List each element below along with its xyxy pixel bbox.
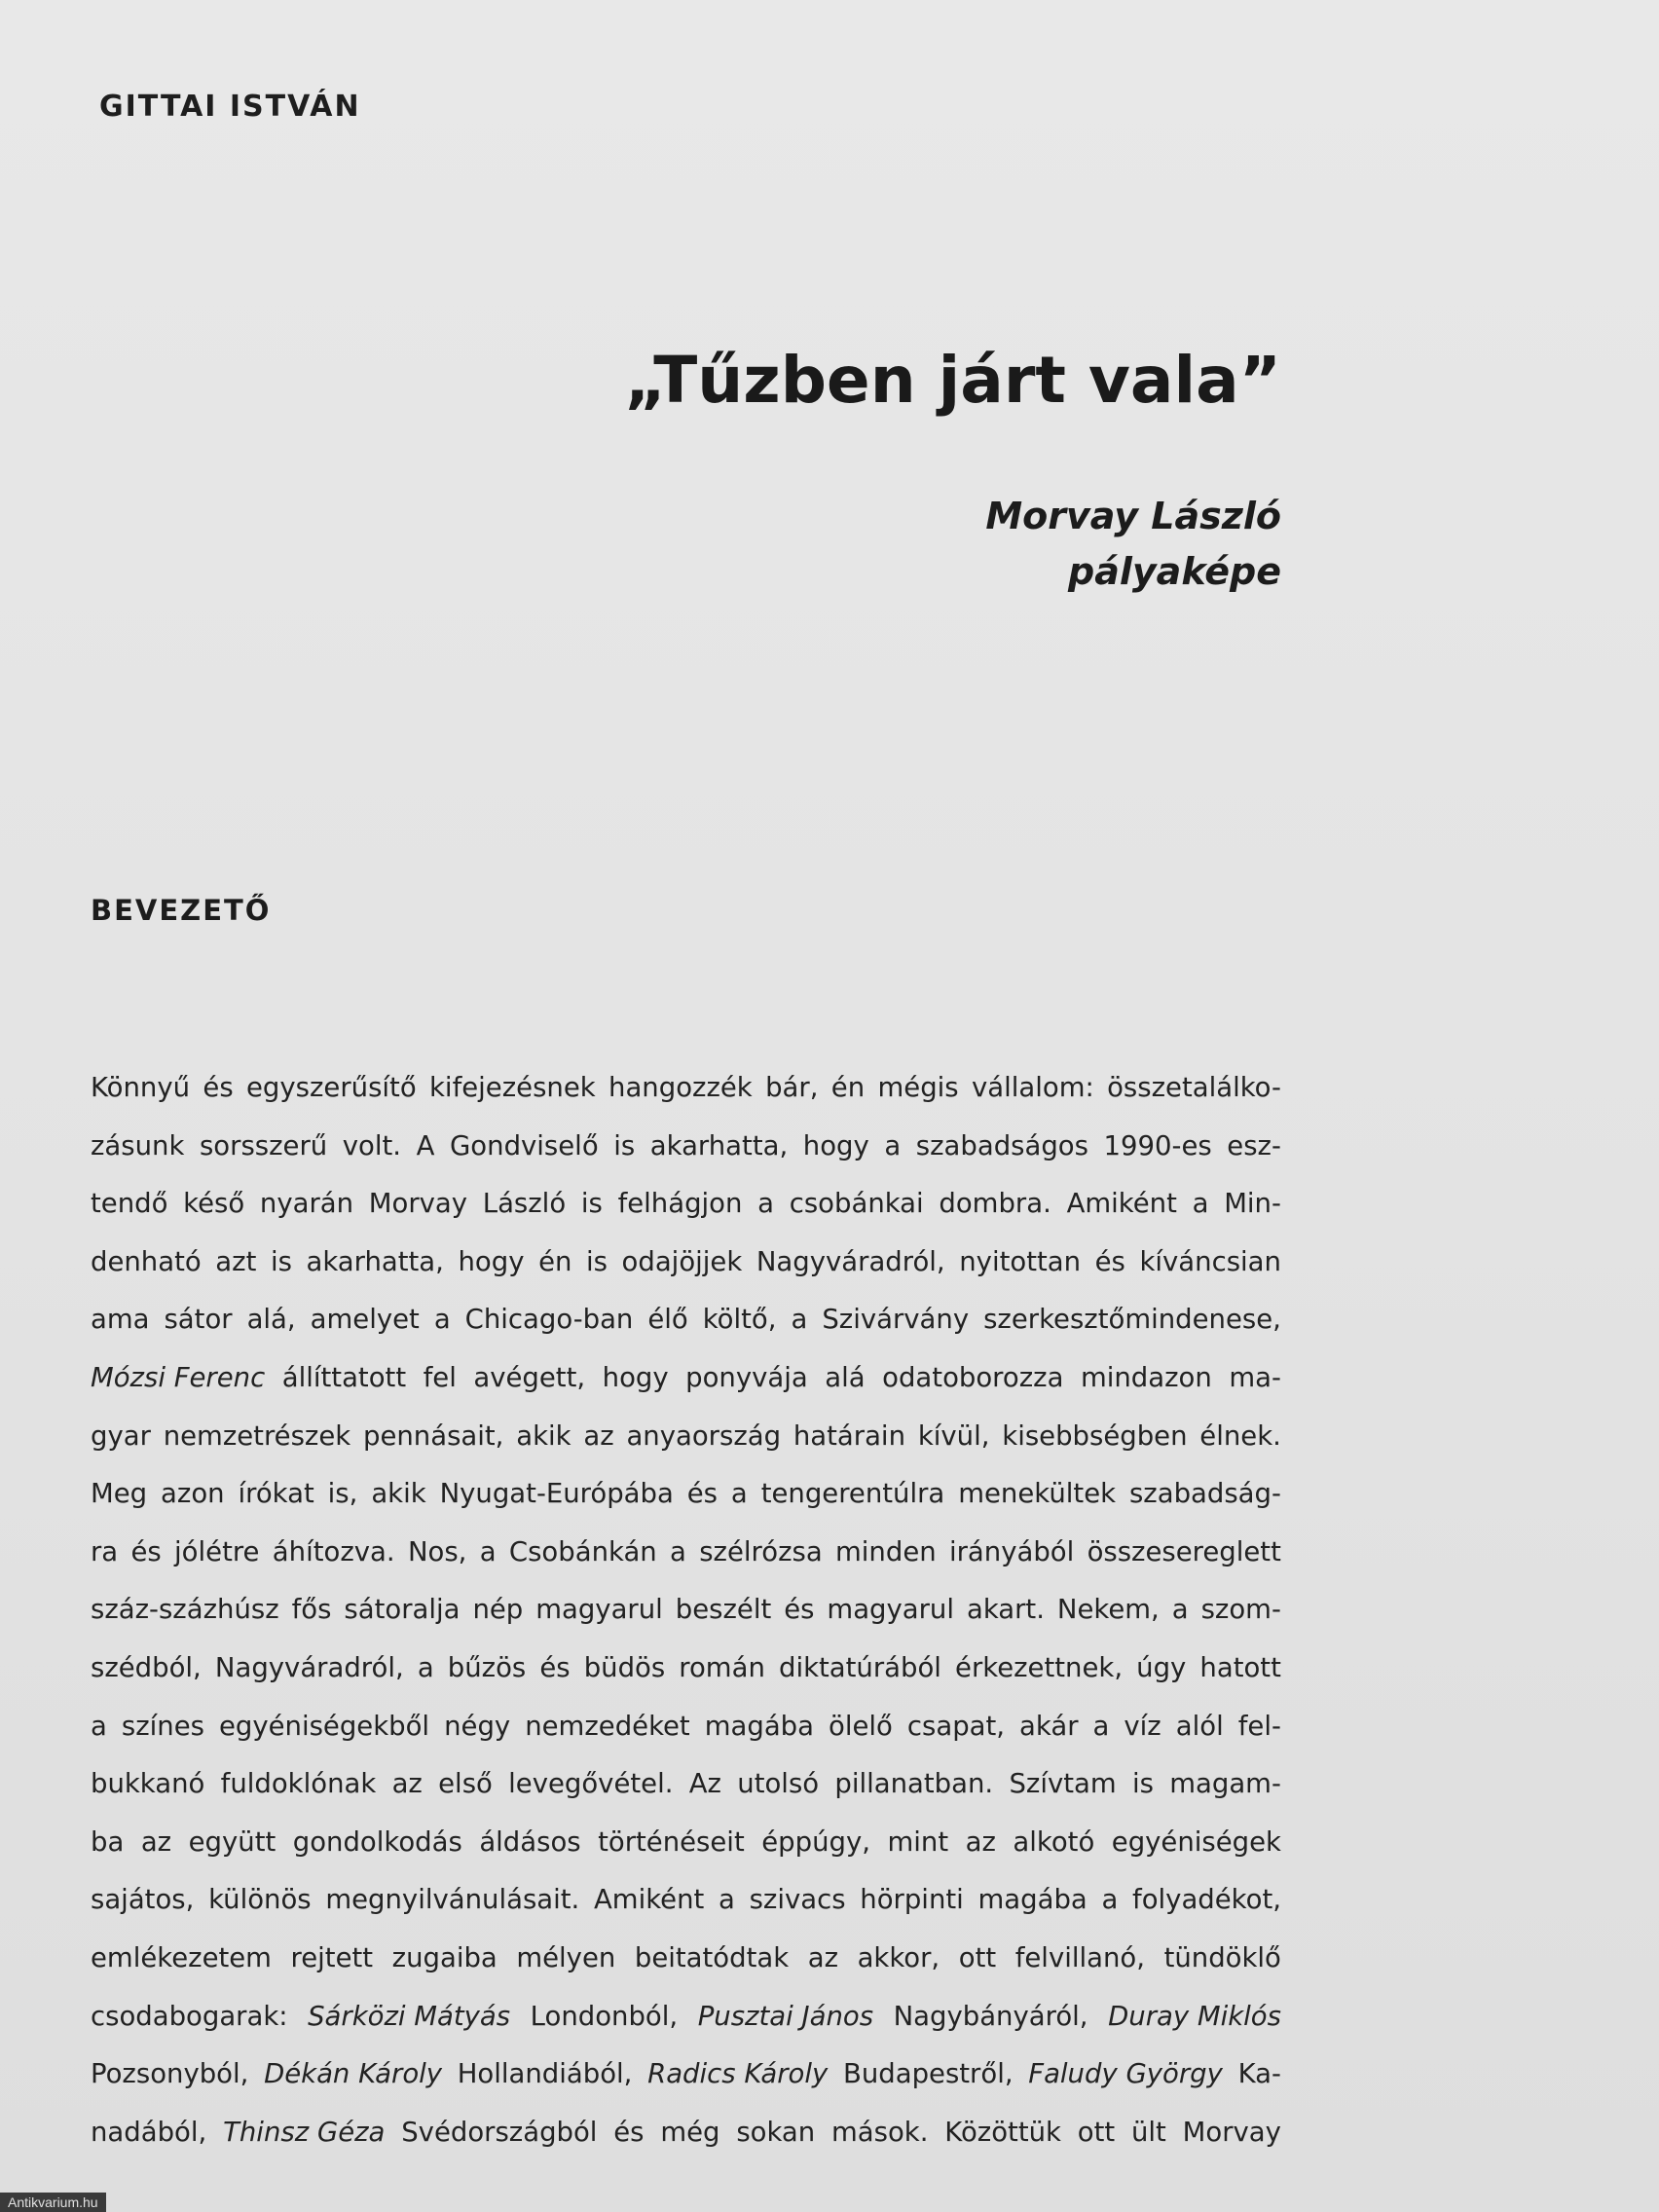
body-word: írókat bbox=[238, 1478, 314, 1510]
subtitle-line-1: Morvay László bbox=[985, 495, 1281, 537]
body-word: Az bbox=[688, 1768, 721, 1800]
body-line bbox=[91, 1640, 1281, 1698]
body-word: is bbox=[270, 1245, 292, 1277]
body-word: Szivárvány bbox=[822, 1304, 970, 1336]
body-line bbox=[91, 2104, 1281, 2162]
body-word: Nyugat-Európába bbox=[439, 1478, 674, 1510]
body-word: magába bbox=[977, 1884, 1088, 1916]
body-word: és bbox=[130, 1535, 162, 1567]
body-word: és bbox=[784, 1594, 815, 1626]
body-word: Budapestről, bbox=[842, 2058, 1014, 2090]
body-word: is bbox=[613, 1129, 636, 1161]
body-word: első bbox=[438, 1768, 493, 1800]
body-word: Chicago-ban bbox=[464, 1304, 634, 1336]
body-word: is bbox=[580, 1188, 603, 1220]
body-word: egyszerűsítő bbox=[246, 1072, 417, 1103]
body-word: ült bbox=[1130, 2116, 1166, 2148]
body-word: hörpinti bbox=[860, 1884, 964, 1916]
body-word: Gondviselő bbox=[450, 1129, 599, 1161]
body-word: szerkesztőmindenese, bbox=[983, 1304, 1281, 1336]
body-word: ott bbox=[1077, 2116, 1116, 2148]
body-word: a bbox=[1092, 1710, 1110, 1742]
body-word: összesereglett bbox=[1087, 1535, 1281, 1567]
body-word: Közöttük bbox=[944, 2116, 1061, 2148]
body-word: történéseit bbox=[598, 1825, 745, 1858]
body-word: Meg bbox=[91, 1478, 148, 1510]
body-word: és bbox=[613, 2116, 645, 2148]
body-line bbox=[91, 1059, 1281, 1118]
body-word: a bbox=[1192, 1188, 1209, 1220]
body-word: akart. bbox=[966, 1594, 1045, 1626]
body-word: Pozsonyból, bbox=[91, 2058, 249, 2090]
body-word: tendő bbox=[91, 1188, 168, 1220]
body-word: nemzetrészek bbox=[163, 1419, 351, 1452]
body-word: tündöklő bbox=[1163, 1941, 1281, 1973]
body-word: csodabogarak: bbox=[91, 2000, 288, 2032]
body-word: felhágjon bbox=[617, 1188, 743, 1220]
body-word: határain bbox=[793, 1419, 906, 1452]
body-word: az bbox=[965, 1825, 996, 1858]
body-word: sajátos, bbox=[91, 1884, 195, 1916]
body-word: gyar bbox=[91, 1419, 151, 1452]
body-word: magyarul bbox=[535, 1594, 663, 1626]
body-word: és bbox=[1094, 1245, 1125, 1277]
body-word: kívül, bbox=[917, 1419, 990, 1452]
body-word: Ka- bbox=[1237, 2058, 1281, 2090]
body-word: és bbox=[203, 1072, 234, 1103]
italic-name: Thinsz Géza bbox=[223, 2116, 386, 2148]
body-word: Nekem, bbox=[1056, 1594, 1160, 1626]
body-word: diktatúrából bbox=[778, 1651, 941, 1683]
body-word: akkor, bbox=[857, 1941, 940, 1973]
italic-name: Mózsi Ferenc bbox=[91, 1361, 266, 1393]
body-line bbox=[91, 1408, 1281, 1466]
body-line bbox=[91, 1291, 1281, 1349]
body-word: állíttatott bbox=[281, 1361, 407, 1393]
body-word: akik bbox=[516, 1419, 571, 1452]
body-word: hogy bbox=[602, 1361, 669, 1393]
body-line bbox=[91, 1755, 1281, 1814]
body-word: szédból, bbox=[91, 1651, 202, 1683]
italic-name: Duray Miklós bbox=[1108, 2000, 1281, 2032]
body-word: az bbox=[583, 1419, 614, 1452]
section-heading: BEVEZETŐ bbox=[91, 894, 272, 927]
body-word: szivacs bbox=[749, 1884, 846, 1916]
body-word: élnek. bbox=[1199, 1419, 1281, 1452]
body-word: a bbox=[757, 1188, 775, 1220]
body-word: a bbox=[670, 1535, 686, 1567]
body-word: ma- bbox=[1229, 1361, 1281, 1393]
body-word: anyaország bbox=[626, 1419, 782, 1452]
body-word: magam- bbox=[1169, 1768, 1281, 1800]
body-word: fuldoklónak bbox=[220, 1768, 377, 1800]
body-word: négy bbox=[444, 1710, 511, 1742]
author-name: GITTAI ISTVÁN bbox=[99, 90, 361, 124]
body-word: bár, bbox=[765, 1072, 819, 1103]
body-word: akarhatta, bbox=[306, 1245, 444, 1277]
body-word: menekültek bbox=[958, 1478, 1117, 1510]
body-word: Hollandiából, bbox=[457, 2058, 633, 2090]
body-word: és bbox=[539, 1651, 571, 1683]
body-word: Svédországból bbox=[401, 2116, 598, 2148]
body-word: Nos, bbox=[407, 1535, 467, 1567]
body-word: amelyet bbox=[310, 1304, 420, 1336]
body-word: mint bbox=[887, 1825, 949, 1858]
body-word: azon bbox=[161, 1478, 225, 1510]
body-word: akár bbox=[1019, 1710, 1079, 1742]
body-word: gondolkodás bbox=[292, 1825, 462, 1858]
body-word: én bbox=[538, 1245, 572, 1277]
body-word: kifejezésnek bbox=[429, 1072, 596, 1103]
italic-name: Sárközi Mátyás bbox=[308, 2000, 511, 2032]
body-word: emlékezetem bbox=[91, 1941, 272, 1973]
body-word: az bbox=[140, 1825, 172, 1858]
italic-name: Pusztai János bbox=[697, 2000, 874, 2032]
body-word: Nagybányáról, bbox=[893, 2000, 1088, 2032]
body-word: odatoborozza bbox=[882, 1361, 1064, 1393]
body-word: csobánkai bbox=[789, 1188, 924, 1220]
body-line bbox=[91, 1175, 1281, 1234]
body-word: érkezettnek, bbox=[955, 1651, 1124, 1683]
body-word: Nagyváradról, bbox=[756, 1245, 945, 1277]
body-word: Könnyű bbox=[91, 1072, 191, 1103]
body-word: fős bbox=[291, 1594, 332, 1626]
body-word: színes bbox=[121, 1710, 204, 1742]
body-word: sorsszerű bbox=[199, 1129, 328, 1161]
body-word: beitatódtak bbox=[634, 1941, 790, 1973]
body-word: sokan bbox=[736, 2116, 816, 2148]
body-word: a bbox=[730, 1478, 748, 1510]
body-word: avégett, bbox=[473, 1361, 586, 1393]
body-word: úgy bbox=[1136, 1651, 1187, 1683]
body-word: sátor bbox=[164, 1304, 233, 1336]
body-word: szabadság- bbox=[1128, 1478, 1281, 1510]
body-word: magába bbox=[704, 1710, 814, 1742]
body-word: fel bbox=[423, 1361, 457, 1393]
body-word: Amiként bbox=[594, 1884, 705, 1916]
body-line bbox=[91, 1698, 1281, 1756]
body-word: Min- bbox=[1224, 1188, 1281, 1220]
body-word: odajöjjek bbox=[621, 1245, 743, 1277]
italic-name: Faludy György bbox=[1028, 2058, 1223, 2090]
body-word: hatott bbox=[1199, 1651, 1281, 1683]
body-word: nadából, bbox=[91, 2116, 207, 2148]
body-text bbox=[91, 1059, 1281, 2161]
body-word: Amiként bbox=[1066, 1188, 1177, 1220]
body-line bbox=[91, 1465, 1281, 1524]
body-word: a bbox=[91, 1710, 107, 1742]
body-word: irányából bbox=[948, 1535, 1075, 1567]
body-word: különös bbox=[208, 1884, 312, 1916]
body-word: is, bbox=[327, 1478, 358, 1510]
body-word: minden bbox=[835, 1535, 937, 1567]
body-word: azt bbox=[215, 1245, 257, 1277]
body-word: levegővétel. bbox=[508, 1768, 674, 1800]
body-word: alól bbox=[1175, 1710, 1224, 1742]
body-word: tengerentúlra bbox=[760, 1478, 945, 1510]
body-word: 1990-es bbox=[1103, 1129, 1212, 1161]
body-word: megnyilvánulásait. bbox=[325, 1884, 580, 1916]
body-word: román bbox=[679, 1651, 765, 1683]
body-word: Morvay bbox=[1182, 2116, 1281, 2148]
body-line bbox=[91, 1581, 1281, 1640]
body-word: mélyen bbox=[516, 1941, 616, 1973]
watermark: Antikvarium.hu bbox=[0, 2193, 106, 2212]
body-word: mások. bbox=[831, 2116, 929, 2148]
body-word: száz-százhúsz bbox=[91, 1594, 279, 1626]
body-word: beszélt bbox=[675, 1594, 772, 1626]
body-word: dombra. bbox=[939, 1188, 1051, 1220]
body-word: utolsó bbox=[737, 1768, 820, 1800]
body-word: egyéniségek bbox=[1111, 1825, 1281, 1858]
article-subtitle bbox=[985, 489, 1281, 600]
body-word: késő bbox=[183, 1188, 245, 1220]
body-word: ponyvája bbox=[685, 1361, 808, 1393]
body-word: hogy bbox=[802, 1129, 869, 1161]
body-word: vállalom: bbox=[971, 1072, 1094, 1103]
body-line bbox=[91, 1930, 1281, 1988]
body-line bbox=[91, 1524, 1281, 1582]
body-word: a bbox=[1171, 1594, 1189, 1626]
body-word: bukkanó bbox=[91, 1768, 205, 1800]
body-word: csapat, bbox=[906, 1710, 1006, 1742]
body-word: is bbox=[586, 1245, 608, 1277]
body-word: szom- bbox=[1200, 1594, 1281, 1626]
body-word: áldásos bbox=[479, 1825, 581, 1858]
body-word: víz bbox=[1124, 1710, 1161, 1742]
body-word: ba bbox=[91, 1825, 125, 1858]
body-word: sátoralja bbox=[344, 1594, 461, 1626]
body-word: az bbox=[807, 1941, 839, 1973]
body-word: hangozzék bbox=[608, 1072, 753, 1103]
body-word: Szívtam bbox=[1009, 1768, 1117, 1800]
body-word: Londonból, bbox=[530, 2000, 679, 2032]
body-word: összetalálko- bbox=[1107, 1072, 1281, 1103]
article-title: „Tűzben járt vala” bbox=[624, 343, 1281, 418]
body-word: nemzedéket bbox=[525, 1710, 690, 1742]
body-word: a bbox=[1101, 1884, 1119, 1916]
body-word: alá bbox=[825, 1361, 866, 1393]
body-line bbox=[91, 1118, 1281, 1176]
body-word: nyarán bbox=[259, 1188, 354, 1220]
body-word: akarhatta, bbox=[649, 1129, 789, 1161]
body-word: én bbox=[830, 1072, 866, 1103]
body-word: a bbox=[791, 1304, 808, 1336]
italic-name: Radics Károly bbox=[647, 2058, 829, 2090]
body-word: ölelő bbox=[829, 1710, 893, 1742]
body-line bbox=[91, 1988, 1281, 2046]
body-word: denható bbox=[91, 1245, 202, 1277]
body-word: pillanatban. bbox=[834, 1768, 994, 1800]
body-word: éppúgy, bbox=[761, 1825, 870, 1858]
body-line bbox=[91, 1871, 1281, 1930]
body-word: a bbox=[719, 1884, 735, 1916]
body-word: kisebbségben bbox=[1002, 1419, 1188, 1452]
body-word: esz- bbox=[1227, 1129, 1281, 1161]
body-word: a bbox=[884, 1129, 902, 1161]
body-word: pennásait, bbox=[362, 1419, 504, 1452]
body-word: volt. bbox=[342, 1129, 402, 1161]
body-word: mindazon bbox=[1080, 1361, 1212, 1393]
body-word: áhítozva. bbox=[272, 1535, 395, 1567]
body-line bbox=[91, 2046, 1281, 2104]
body-word: és bbox=[686, 1478, 718, 1510]
body-word: egyéniségekből bbox=[218, 1710, 430, 1742]
body-word: A bbox=[416, 1129, 435, 1161]
body-word: bűzös bbox=[447, 1651, 527, 1683]
body-word: alkotó bbox=[1013, 1825, 1095, 1858]
body-word: mégis bbox=[877, 1072, 959, 1103]
body-word: kíváncsian bbox=[1139, 1245, 1281, 1277]
body-word: nyitottan bbox=[959, 1245, 1082, 1277]
body-word: ott bbox=[958, 1941, 997, 1973]
body-word: rejtett bbox=[290, 1941, 374, 1973]
body-word: a bbox=[433, 1304, 451, 1336]
body-word: büdös bbox=[583, 1651, 666, 1683]
body-word: költő, bbox=[702, 1304, 777, 1336]
body-line bbox=[91, 1349, 1281, 1408]
body-word: alá, bbox=[246, 1304, 296, 1336]
body-word: zásunk bbox=[91, 1129, 185, 1161]
body-word: akik bbox=[371, 1478, 426, 1510]
body-word: jólétre bbox=[174, 1535, 260, 1567]
body-word: szélrózsa bbox=[699, 1535, 823, 1567]
body-line bbox=[91, 1234, 1281, 1292]
body-word: Nagyváradról, bbox=[214, 1651, 404, 1683]
body-word: Csobánkán bbox=[508, 1535, 657, 1567]
body-word: a bbox=[417, 1651, 434, 1683]
body-word: Morvay bbox=[368, 1188, 468, 1220]
body-word: ama bbox=[91, 1304, 150, 1336]
body-word: fel- bbox=[1237, 1710, 1281, 1742]
body-word: szabadságos bbox=[915, 1129, 1088, 1161]
body-word: is bbox=[1131, 1768, 1154, 1800]
body-word: nép bbox=[472, 1594, 524, 1626]
body-word: élő bbox=[647, 1304, 688, 1336]
italic-name: Dékán Károly bbox=[264, 2058, 443, 2090]
body-word: zugaiba bbox=[391, 1941, 498, 1973]
body-word: felvillanó, bbox=[1014, 1941, 1145, 1973]
body-word: az bbox=[391, 1768, 423, 1800]
body-word: együtt bbox=[188, 1825, 276, 1858]
subtitle-line-2: pályaképe bbox=[1068, 550, 1281, 593]
body-word: magyarul bbox=[827, 1594, 955, 1626]
body-word: László bbox=[482, 1188, 567, 1220]
body-word: ra bbox=[91, 1535, 119, 1567]
body-word: folyadékot, bbox=[1132, 1884, 1281, 1916]
body-word: még bbox=[660, 2116, 720, 2148]
body-line bbox=[91, 1814, 1281, 1872]
body-word: a bbox=[479, 1535, 497, 1567]
body-word: hogy bbox=[458, 1245, 525, 1277]
